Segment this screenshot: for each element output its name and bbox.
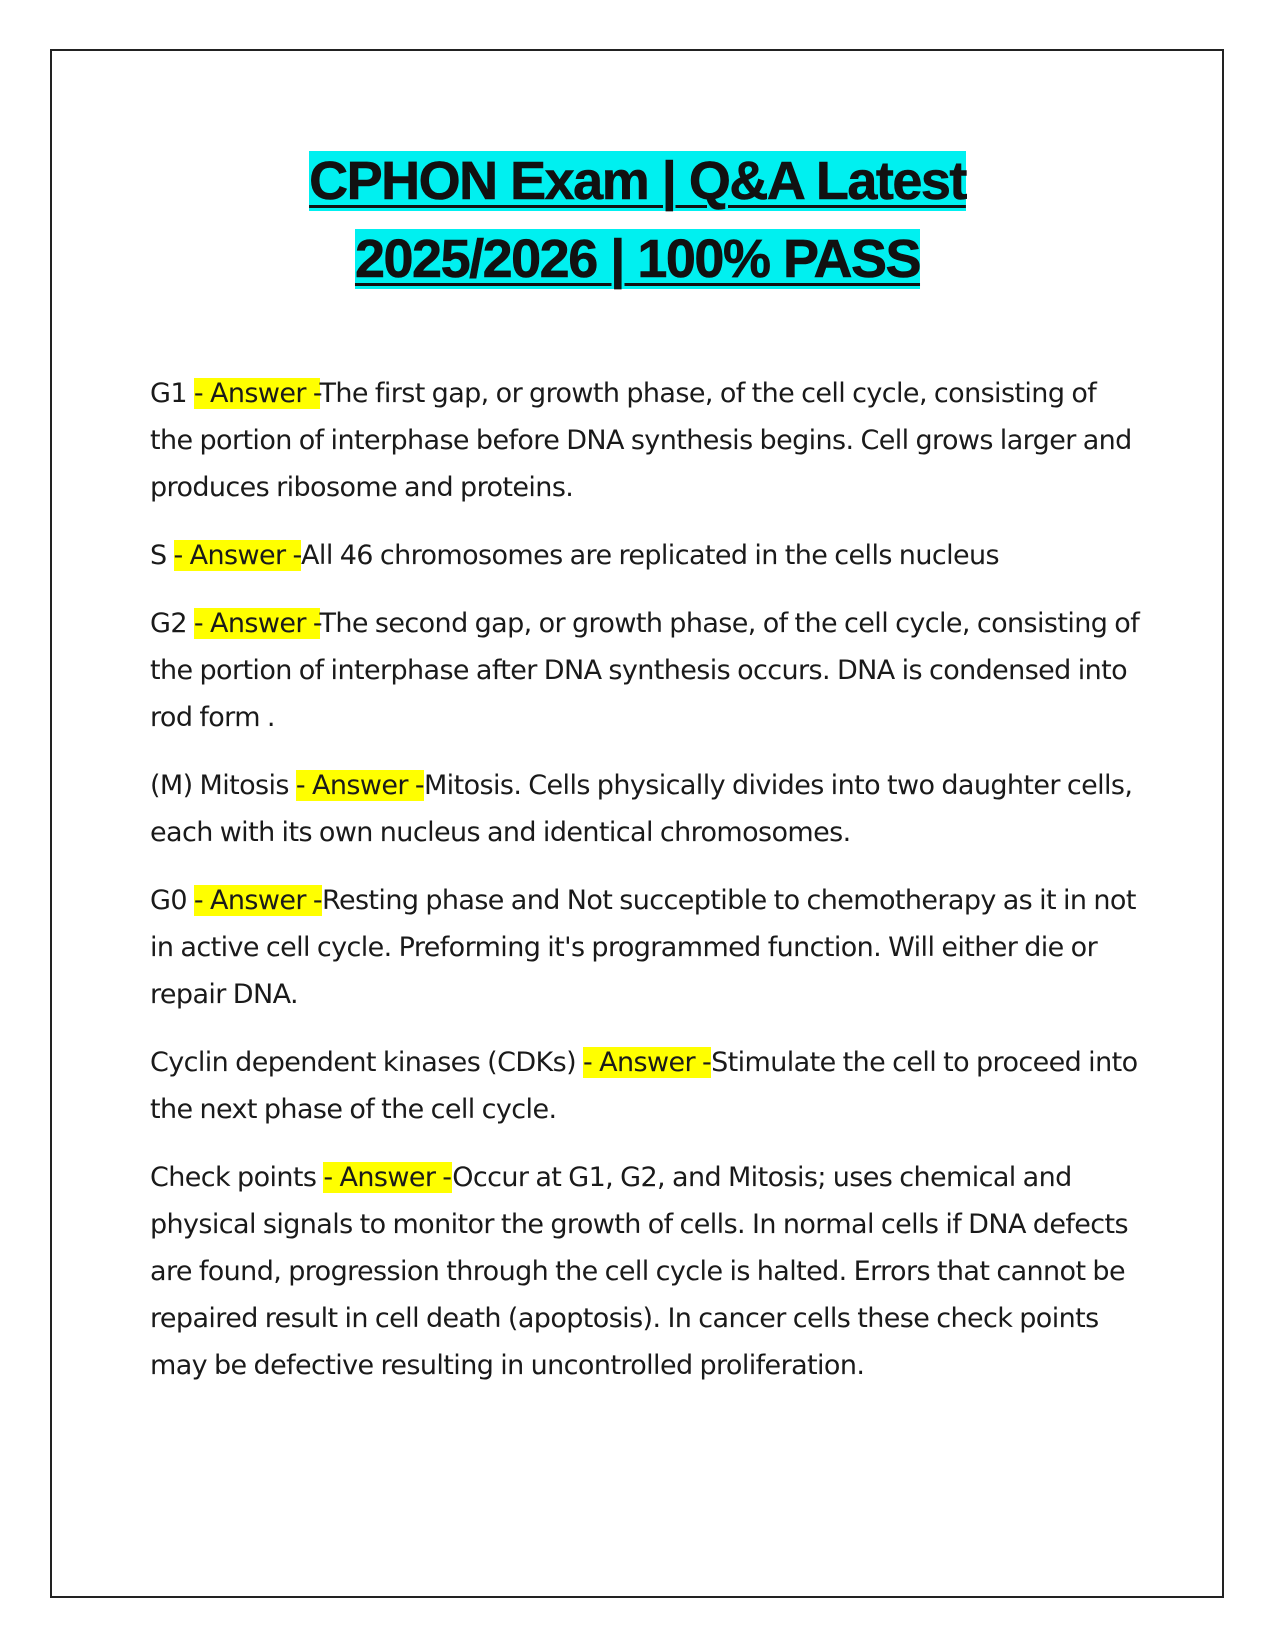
qa-definition: Stimulate the cell to proceed into the next phase of the cell cycle. — [150, 1047, 1138, 1125]
answer-marker: - Answer - — [193, 608, 320, 639]
qa-definition: Mitosis. Cells physically divides into two daughter cells, each with its own nucleus and identical chromosomes. — [150, 770, 1133, 848]
qa-list — [150, 370, 1140, 1410]
qa-item-mitosis — [150, 762, 1140, 856]
qa-item-g1 — [150, 370, 1140, 511]
qa-term: G2 — [150, 608, 194, 639]
qa-definition: Resting phase and Not succeptible to chemotherapy as it in not in active cell cycle. Preforming it's programmed function. Will either die or repair DNA. — [150, 885, 1136, 1010]
qa-item-g0 — [150, 877, 1140, 1018]
qa-definition: All 46 chromosomes are replicated in the cells nucleus — [301, 540, 999, 571]
answer-marker: - Answer - — [193, 378, 320, 409]
answer-marker: - Answer - — [193, 885, 322, 916]
qa-term: Cyclin dependent kinases (CDKs) — [150, 1047, 584, 1078]
qa-item-s — [150, 532, 1140, 579]
qa-definition: The second gap, or growth phase, of the cell cycle, consisting of the portion of interphase after DNA synthesis occurs. DNA is condensed into rod form . — [150, 608, 1140, 733]
qa-term: G0 — [150, 885, 194, 916]
answer-marker: - Answer - — [323, 1162, 453, 1193]
answer-marker: - Answer - — [583, 1047, 712, 1078]
qa-term: Check points — [150, 1162, 324, 1193]
document-title — [0, 142, 1275, 298]
answer-marker: - Answer - — [295, 770, 424, 801]
qa-item-check-points — [150, 1154, 1140, 1389]
qa-definition: The first gap, or growth phase, of the cell cycle, consisting of the portion of interphase before DNA synthesis begins. Cell grows larger and produces ribosome and proteins. — [150, 378, 1132, 503]
qa-term: G1 — [150, 378, 194, 409]
title-line-1: CPHON Exam | Q&A Latest — [309, 151, 966, 211]
qa-term: (M) Mitosis — [150, 770, 296, 801]
answer-marker: - Answer - — [173, 540, 302, 571]
qa-definition: Occur at G1, G2, and Mitosis; uses chemical and physical signals to monitor the growth of cells. In normal cells if DNA defects are found, progression through the cell cycle is halted. Errors that cannot be repaired result in cell death (apoptosis). In cancer cells these check points may be defective resulting in uncontrolled proliferation. — [150, 1162, 1128, 1381]
qa-term: S — [150, 540, 174, 571]
qa-item-g2 — [150, 600, 1140, 741]
title-line-2: 2025/2026 | 100% PASS — [354, 229, 921, 289]
qa-item-cdks — [150, 1039, 1140, 1133]
